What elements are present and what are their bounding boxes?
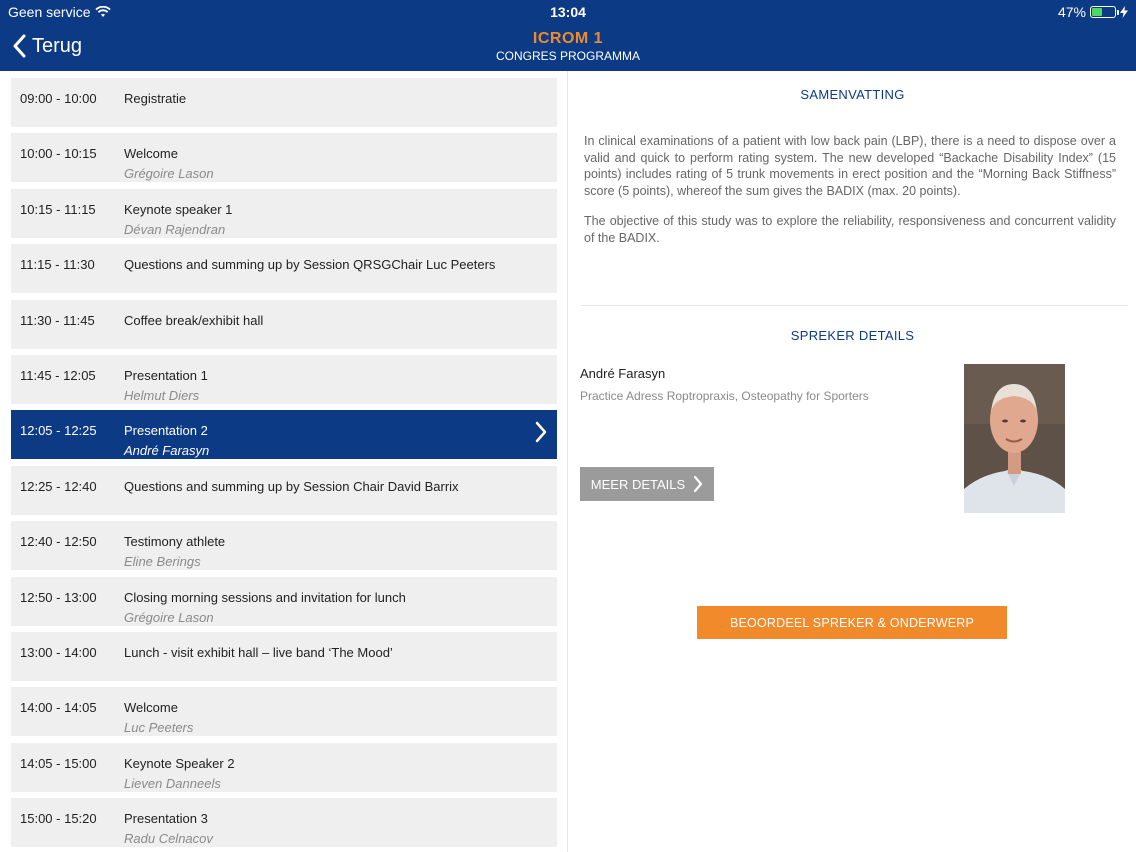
battery-icon (1090, 6, 1116, 18)
session-title: Testimony athlete (124, 534, 226, 550)
session-time: 15:00 - 15:20 (20, 811, 97, 827)
session-time: 09:00 - 10:00 (20, 91, 97, 106)
session-time: 13:00 - 14:00 (20, 645, 97, 660)
schedule-row[interactable] (11, 410, 557, 459)
session-title: Registratie (124, 91, 187, 106)
session-title: Keynote speaker 1 (124, 201, 233, 217)
schedule-row[interactable] (11, 78, 557, 127)
session-time: 10:15 - 11:15 (20, 201, 96, 217)
abstract-paragraph: In clinical examinations of a patient with low back pain (LBP), there is a need to dispose over a valid and quick to perform rating system. The new developed “Backache Disability Index” (15 points) includes rating of 5 trunk movements in erect position and the “Morning Back Stiffness” score (5 points), whereof the sum gives the BADIX (max. 20 points). (584, 134, 1116, 198)
session-time: 11:30 - 11:45 (20, 312, 95, 328)
speaker-heading: SPREKER DETAILS (790, 328, 915, 343)
session-title: Welcome (124, 700, 178, 716)
abstract-text (584, 133, 1116, 260)
schedule-row[interactable] (11, 355, 557, 404)
session-title: Questions and summing up by Session Chair David Barrix (124, 478, 459, 494)
session-title: Welcome (124, 146, 178, 162)
schedule-row[interactable] (11, 300, 557, 349)
session-speaker: Dévan Rajendran (124, 221, 226, 237)
more-details-label: MEER DETAILS (590, 476, 686, 492)
session-title: Questions and summing up by Session QRSGChair Luc Peeters (124, 257, 496, 273)
session-time: 11:45 - 12:05 (20, 368, 96, 383)
divider (581, 305, 1128, 306)
session-time: 11:15 - 11:30 (20, 257, 95, 273)
speaker-photo (964, 364, 1065, 513)
session-speaker: Lieven Danneels (124, 775, 221, 791)
battery-percent: 47% (1057, 4, 1086, 20)
session-time: 12:25 - 12:40 (20, 478, 97, 494)
battery-level (1092, 8, 1102, 16)
session-title: Presentation 2 (124, 423, 208, 439)
carrier-label: Geen service (8, 4, 91, 20)
schedule-row[interactable] (11, 577, 557, 626)
rate-speaker-button[interactable]: BEOORDEEL SPREKER & ONDERWERP (697, 606, 1007, 639)
schedule-row[interactable] (11, 632, 557, 681)
session-speaker: André Farasyn (124, 443, 210, 459)
chevron-right-icon (693, 475, 703, 493)
session-time: 12:50 - 13:00 (20, 589, 97, 605)
schedule-row[interactable] (11, 743, 557, 792)
schedule-row[interactable] (11, 189, 557, 238)
status-battery (1058, 4, 1128, 20)
speaker-name: André Farasyn (580, 366, 666, 381)
detail-pane (569, 71, 1136, 852)
schedule-row[interactable] (11, 521, 557, 570)
session-title: Presentation 1 (124, 368, 208, 383)
session-time: 12:40 - 12:50 (20, 534, 97, 550)
page-title: ICROM 1 (532, 30, 604, 47)
session-time: 12:05 - 12:25 (20, 423, 97, 439)
session-time: 14:05 - 15:00 (20, 755, 97, 771)
session-speaker: Luc Peeters (124, 720, 194, 736)
schedule-row[interactable] (11, 798, 557, 847)
session-speaker: Helmut Diers (124, 388, 200, 403)
session-speaker: Grégoire Lason (124, 609, 214, 625)
charging-icon (1120, 6, 1128, 18)
page-subtitle: CONGRES PROGRAMMA (495, 49, 640, 63)
summary-heading: SAMENVATTING (800, 87, 905, 102)
back-label: Terug (32, 34, 83, 57)
schedule-row[interactable] (11, 244, 557, 293)
session-title: Presentation 3 (124, 811, 208, 827)
chevron-right-icon (535, 421, 547, 443)
schedule-row[interactable] (11, 466, 557, 515)
more-details-button[interactable] (580, 467, 714, 501)
abstract-paragraph: The objective of this study was to explore the reliability, responsiveness and concurrent validity of the BADIX. (584, 214, 1116, 245)
status-time: 13:04 (550, 4, 586, 20)
schedule-list[interactable] (0, 71, 568, 852)
session-title: Closing morning sessions and invitation for lunch (124, 589, 406, 605)
top-bar (0, 0, 1136, 71)
session-title: Lunch - visit exhibit hall – live band ‘The Mood’ (124, 645, 393, 660)
session-speaker: Grégoire Lason (124, 166, 214, 182)
session-title: Keynote Speaker 2 (124, 755, 235, 771)
speaker-affiliation: Practice Adress Roptropraxis, Osteopathy for Sporters (580, 389, 869, 403)
schedule-row[interactable] (11, 687, 557, 736)
schedule-row[interactable] (11, 133, 557, 182)
session-title: Coffee break/exhibit hall (124, 312, 264, 328)
session-speaker: Radu Celnacov (124, 831, 213, 847)
session-time: 14:00 - 14:05 (20, 700, 97, 716)
session-speaker: Eline Berings (124, 554, 201, 570)
session-time: 10:00 - 10:15 (20, 146, 97, 162)
